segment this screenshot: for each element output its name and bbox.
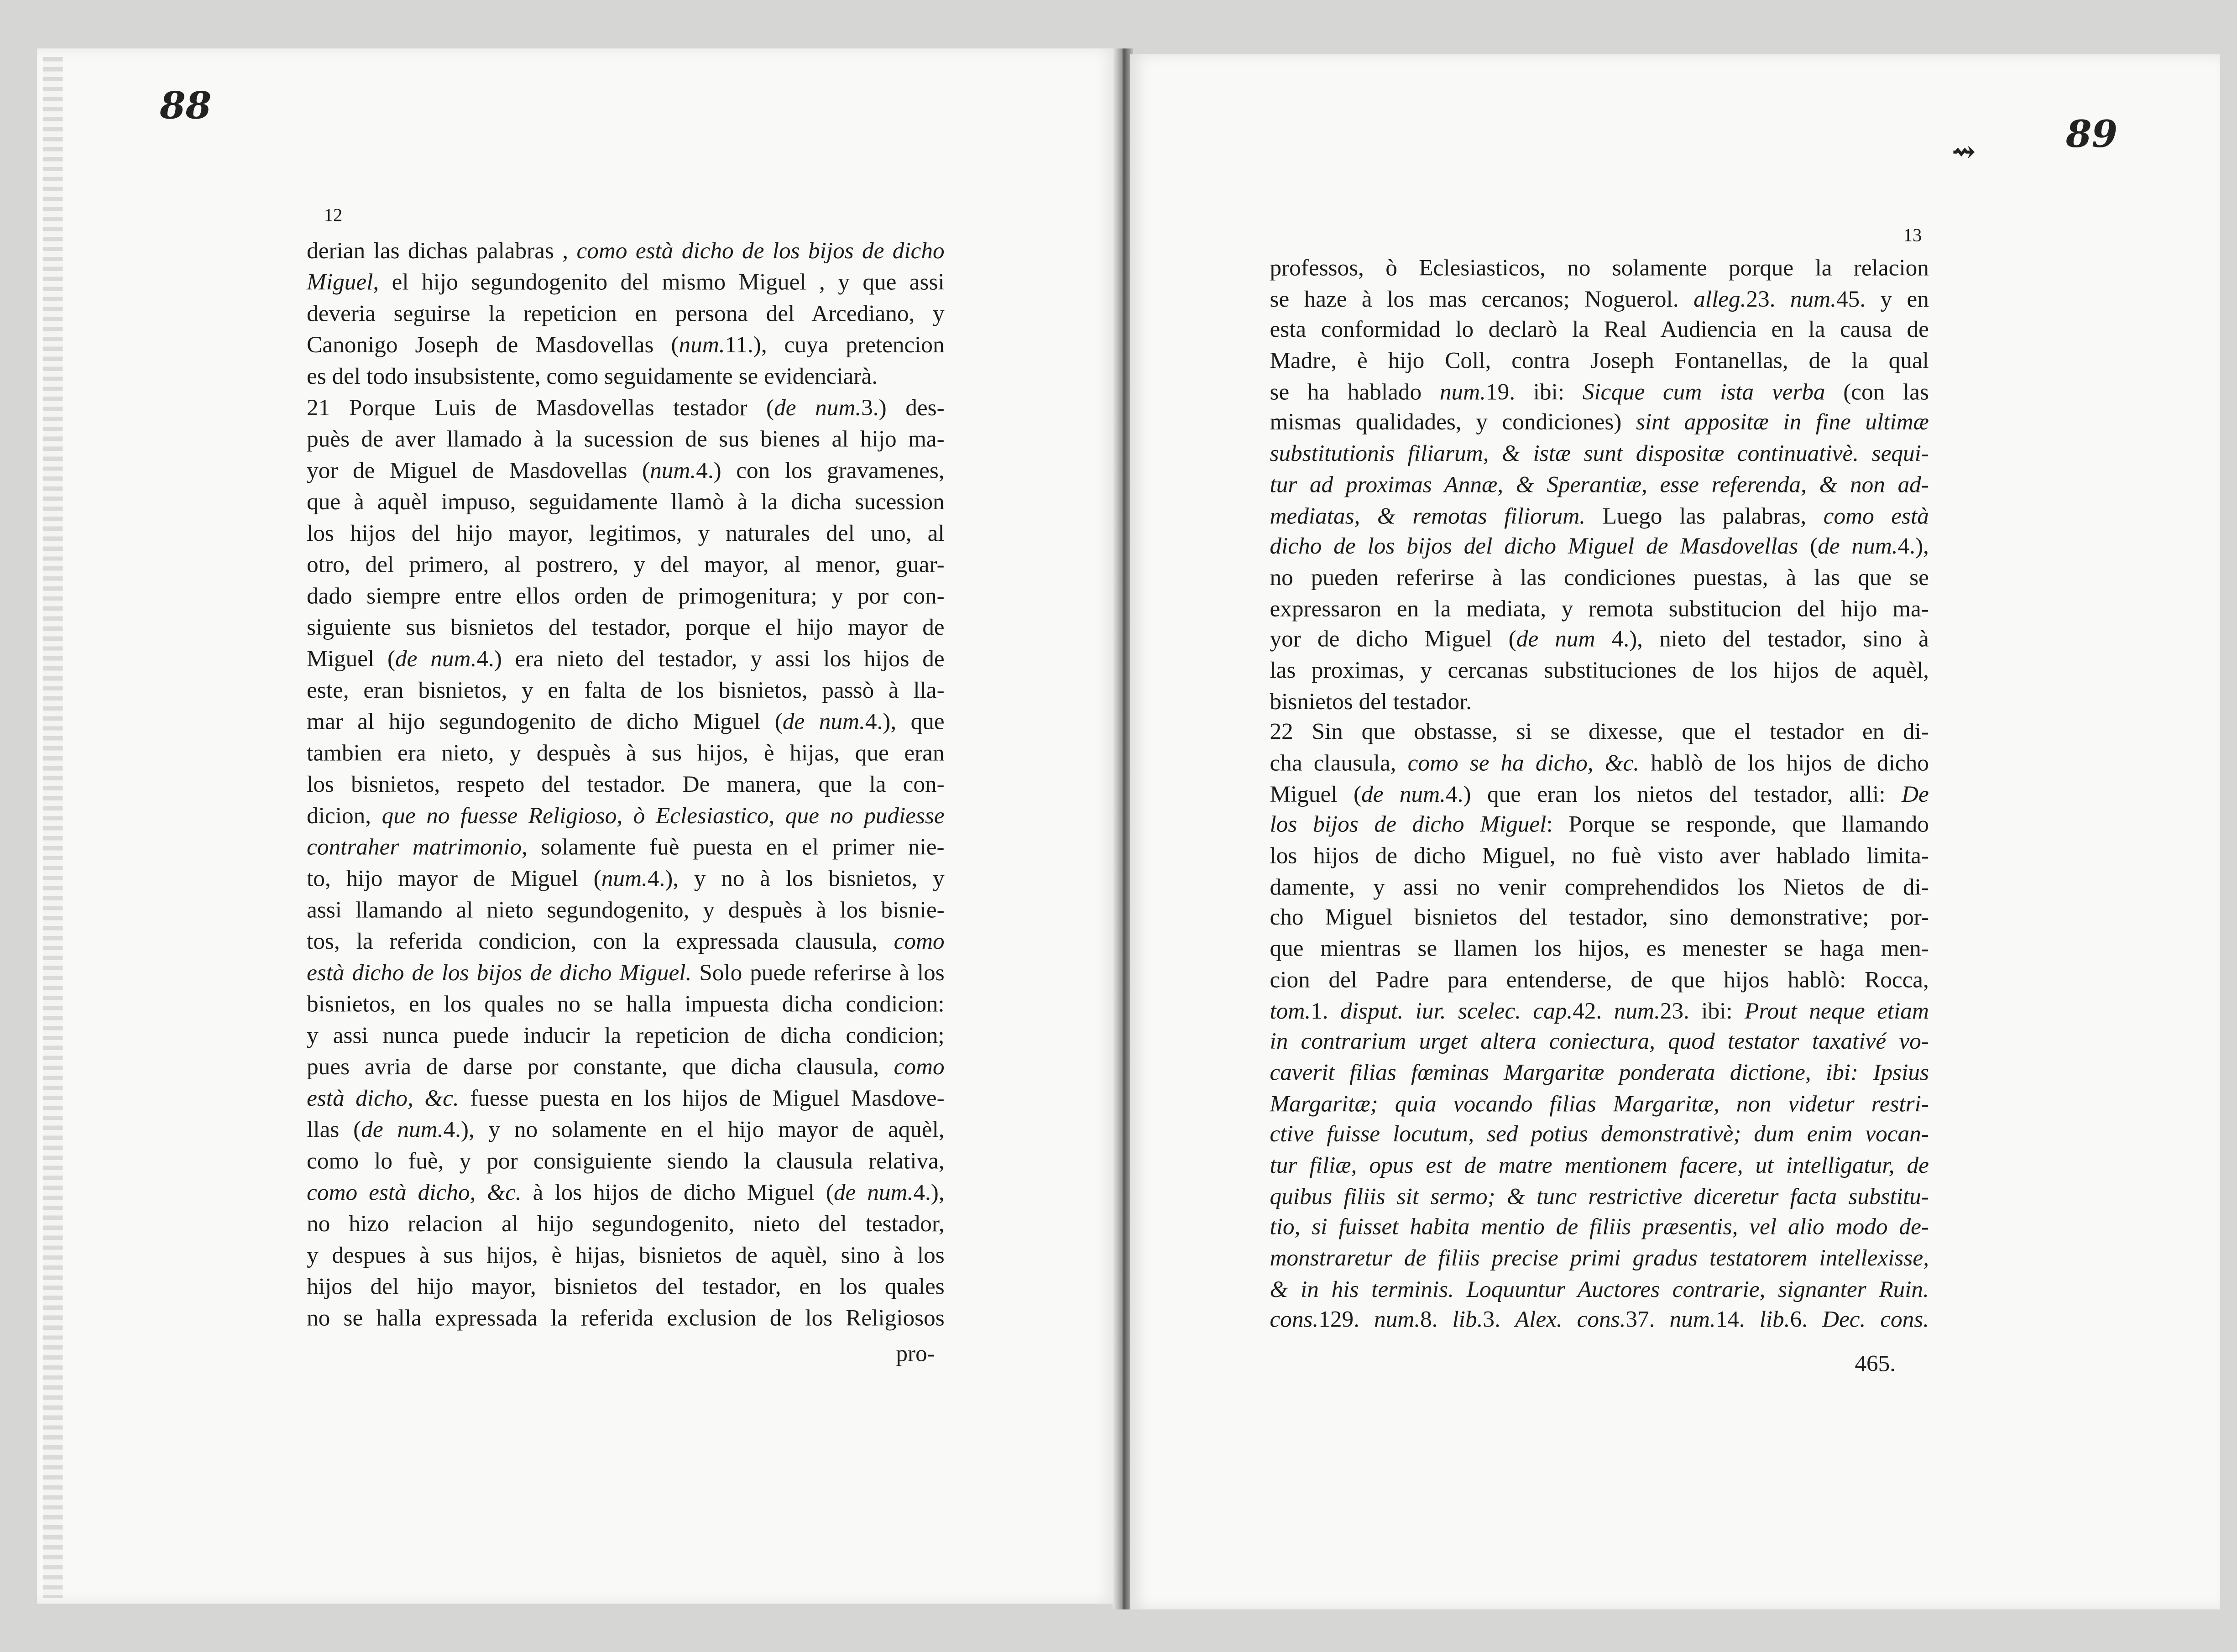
text-segment: cho Miguel bisnietos del testador, sino demonstrative; por- <box>1270 904 1929 931</box>
text-line <box>307 298 945 329</box>
page-edge-shadow <box>43 57 63 1598</box>
text-line <box>307 675 945 706</box>
text-segment: Luego las palabras, <box>1585 501 1824 529</box>
italic-text-segment: como està <box>1823 501 1929 529</box>
italic-text-segment: Sicque cum ista verba <box>1582 377 1825 405</box>
text-segment: to, hijo mayor de Miguel ( <box>307 864 601 892</box>
text-segment: otro, del primero, al postrero, y del mayor, al menor, guar- <box>307 550 945 578</box>
text-segment: damente, y assi no venir comprehendidos los Nietos de di- <box>1270 873 1929 900</box>
text-line <box>1270 716 1929 748</box>
text-line <box>1270 995 1929 1026</box>
text-line <box>307 737 945 769</box>
text-segment: 129. <box>1318 1306 1374 1333</box>
text-line <box>1270 871 1929 902</box>
text-segment: 4.) con los gravamenes, <box>696 456 945 484</box>
italic-text-segment: como <box>894 1053 945 1080</box>
text-line <box>1270 1150 1929 1181</box>
catchword-right: 465. <box>1855 1349 1896 1377</box>
text-segment: ( <box>1798 532 1818 560</box>
text-segment: deveria seguirse la repeticion en persona del Arcediano, y <box>307 299 945 327</box>
text-segment: assi llamando al nieto segundogenito, y despuès à los bisnie- <box>307 896 945 923</box>
text-segment: bisnietos del testador. <box>1270 687 1472 715</box>
text-line <box>307 392 945 424</box>
page-number-left: 12 <box>324 204 343 225</box>
text-segment: , solamente fuè puesta en el primer nie- <box>522 833 945 861</box>
text-segment: no se halla expressada la referida exclusion de los Religiosos <box>307 1304 945 1331</box>
text-segment: se haze à los mas cercanos; Noguerol. <box>1270 285 1694 312</box>
text-segment: 4.) era nieto del testador, y assi los hijos de <box>476 645 945 672</box>
text-line <box>1270 841 1929 872</box>
handwritten-mark: ⇝ <box>1951 134 1976 168</box>
text-line <box>1270 779 1929 810</box>
text-segment: 6. <box>1790 1306 1822 1333</box>
text-segment: 4.), que <box>865 707 945 735</box>
italic-text-segment: tio, si fuisset habita mentio de filiis præsentis, vel alio modo de- <box>1270 1213 1929 1240</box>
text-line <box>307 1208 945 1240</box>
text-segment: mar al hijo segundogenito de dicho Miguel ( <box>307 707 783 735</box>
text-line <box>307 612 945 643</box>
text-line <box>1270 1119 1929 1150</box>
text-segment: este, eran bisnietos, y en falta de los bisnietos, passò à lla- <box>307 676 945 704</box>
italic-text-segment: num. <box>601 864 648 892</box>
text-line <box>1270 531 1929 562</box>
italic-text-segment: que no fuesse Religioso, ò Eclesiastico, que no pudiesse <box>382 802 945 829</box>
italic-text-segment: tom. <box>1270 996 1311 1024</box>
text-segment: Madre, è hijo Coll, contra Joseph Fontanellas, de la qual <box>1270 346 1929 374</box>
italic-text-segment: de num. <box>1818 532 1898 560</box>
text-line <box>1270 1212 1929 1243</box>
text-line <box>307 235 945 267</box>
text-segment: mismas qualidades, y condiciones) <box>1270 408 1636 436</box>
italic-text-segment: tur ad proximas Annæ, & Sperantiæ, esse referenda, & non ad- <box>1270 471 1929 498</box>
text-line <box>307 800 945 832</box>
text-line <box>1270 1088 1929 1119</box>
italic-text-segment: quibus filiis sit sermo; & tunc restrictive diceretur facta substitu- <box>1270 1182 1929 1210</box>
text-line <box>307 643 945 675</box>
text-segment: se ha hablado <box>1270 377 1440 405</box>
text-line <box>307 518 945 549</box>
italic-text-segment: de num. <box>774 393 862 421</box>
text-segment: 4.), y no à los bisnietos, y <box>647 864 945 892</box>
text-segment: 11.), cuya pretencion <box>725 331 945 358</box>
text-line <box>1270 252 1929 283</box>
text-segment: siguiente sus bisnietos del testador, porque el hijo mayor de <box>307 613 945 641</box>
text-line <box>307 424 945 455</box>
italic-text-segment: tur filiæ, opus est de matre mentionem facere, ut intelligatur, de <box>1270 1151 1929 1179</box>
text-line <box>1270 469 1929 500</box>
text-line <box>307 1114 945 1146</box>
italic-text-segment: num. <box>1439 377 1486 405</box>
text-line <box>307 1051 945 1083</box>
italic-text-segment: dicho de los bijos del dicho Miguel de Masdovellas <box>1270 532 1798 560</box>
text-segment: 23. ibi: <box>1660 996 1745 1024</box>
text-segment: professos, ò Eclesiasticos, no solamente porque la relacion <box>1270 254 1929 281</box>
text-segment: dicion, <box>307 802 382 829</box>
text-line <box>307 1240 945 1271</box>
text-segment: tos, la referida condicion, con la expressada clausula, <box>307 927 894 955</box>
text-segment: 22 Sin que obstasse, si se dixesse, que el testador en di- <box>1270 718 1929 745</box>
text-segment: las proximas, y cercanas substituciones de los hijos de aquèl, <box>1270 656 1929 684</box>
text-segment: los hijos de dicho Miguel, no fuè visto aver hablado limita- <box>1270 842 1929 869</box>
text-segment: 45. y en <box>1836 285 1929 312</box>
italic-text-segment: monstraretur de filiis precise primi gradus testatorem intellexisse, <box>1270 1244 1929 1271</box>
text-line <box>1270 593 1929 624</box>
text-line <box>307 1177 945 1208</box>
page-number-right: 13 <box>1903 224 1922 246</box>
text-segment: es del todo insubsistente, como seguidamente se evidenciarà. <box>307 362 878 390</box>
text-segment: 8. <box>1420 1306 1453 1333</box>
text-line <box>1270 438 1929 469</box>
italic-text-segment: como se ha dicho, &c. <box>1407 749 1640 776</box>
text-segment: 1. <box>1311 996 1341 1024</box>
text-segment: 21 Porque Luis de Masdovellas testador ( <box>307 393 774 421</box>
text-line <box>307 486 945 518</box>
italic-text-segment: contraher matrimonio <box>307 833 522 861</box>
right-text-block <box>1270 252 1929 1335</box>
italic-text-segment: de num. <box>361 1115 444 1143</box>
text-segment: 37. <box>1625 1306 1670 1333</box>
text-line <box>1270 376 1929 408</box>
text-line <box>307 267 945 298</box>
text-line <box>307 989 945 1020</box>
text-line <box>307 580 945 612</box>
italic-text-segment: mediatas, & remotas filiorum. <box>1270 501 1586 529</box>
text-segment: no pueden referirse à las condiciones puestas, à las que se <box>1270 563 1929 591</box>
text-segment: cion del Padre para entenderse, de que hijos hablò: Rocca, <box>1270 965 1929 993</box>
handwritten-folio-left: 88 <box>160 85 212 129</box>
text-line <box>307 1020 945 1051</box>
text-line <box>1270 283 1929 314</box>
text-line <box>307 706 945 738</box>
text-segment: derian las dichas palabras , <box>307 236 577 264</box>
text-segment: que à aquèl impuso, seguidamente llamò à la dicha sucession <box>307 488 945 515</box>
italic-text-segment: como <box>894 927 945 955</box>
catchword-left: pro- <box>896 1339 935 1367</box>
text-segment: 3. <box>1483 1306 1515 1333</box>
italic-text-segment: substitutionis filiarum, & istæ sunt dispositæ continuativè. sequi- <box>1270 439 1929 467</box>
italic-text-segment: num. <box>1669 1306 1716 1333</box>
text-line <box>1270 1057 1929 1088</box>
text-segment: 4.), y no solamente en el hijo mayor de aquèl, <box>443 1115 945 1143</box>
italic-text-segment: sint appositæ in fine ultimæ <box>1636 408 1929 436</box>
text-line <box>1270 1274 1929 1305</box>
text-segment: 23. <box>1746 285 1790 312</box>
text-line <box>1270 1026 1929 1057</box>
text-segment: 4.), <box>1897 532 1929 560</box>
italic-text-segment: està dicho, &c. <box>307 1084 459 1112</box>
left-text-block <box>307 235 945 1334</box>
text-segment: 19. ibi: <box>1485 377 1583 405</box>
text-segment: 4.) que eran los nietos del testador, alli: <box>1446 780 1902 807</box>
italic-text-segment: num. <box>650 456 696 484</box>
text-line <box>307 769 945 800</box>
text-line <box>1270 624 1929 655</box>
text-segment: expressaron en la mediata, y remota substitucion del hijo ma- <box>1270 594 1929 622</box>
italic-text-segment: de num <box>1516 625 1595 653</box>
text-line <box>307 957 945 989</box>
text-line <box>307 863 945 894</box>
text-segment: (con las <box>1825 377 1929 405</box>
italic-text-segment: lib. <box>1452 1306 1483 1333</box>
handwritten-folio-right: 89 <box>2066 114 2118 157</box>
text-segment: hijos del hijo mayor, bisnietos del testador, en los quales <box>307 1272 945 1300</box>
text-segment: Miguel ( <box>1270 780 1362 807</box>
text-segment: esta conformidad lo declarò la Real Audiencia en la causa de <box>1270 316 1929 343</box>
italic-text-segment: Prout neque etiam <box>1745 996 1929 1024</box>
text-segment: como lo fuè, y por consiguiente siendo la clausula relativa, <box>307 1147 945 1175</box>
italic-text-segment: de num. <box>395 645 477 672</box>
text-segment: Miguel ( <box>307 645 396 672</box>
italic-text-segment: los bijos de dicho Miguel <box>1270 810 1547 838</box>
italic-text-segment: de num. <box>782 707 865 735</box>
text-segment: tambien era nieto, y despuès à sus hijos, è hijas, que eran <box>307 739 945 766</box>
text-line <box>307 361 945 392</box>
italic-text-segment: disput. iur. scelec. cap. <box>1340 996 1573 1024</box>
text-segment: 4.), nieto del testador, sino à <box>1595 625 1929 653</box>
italic-text-segment: Miguel <box>307 268 373 296</box>
italic-text-segment: & in his terminis. Loquuntur Auctores contrarie, signanter Ruin. <box>1270 1275 1929 1302</box>
text-line <box>1270 655 1929 686</box>
text-line <box>1270 933 1929 964</box>
text-segment: puès de aver llamado à la sucession de sus bienes al hijo ma- <box>307 425 945 453</box>
text-segment: dado siempre entre ellos orden de primogenitura; y por con- <box>307 582 945 609</box>
text-segment: 14. <box>1715 1306 1760 1333</box>
text-line <box>307 894 945 926</box>
italic-text-segment: de num. <box>833 1178 914 1206</box>
text-segment: à los hijos de dicho Miguel ( <box>521 1178 834 1206</box>
text-line <box>1270 748 1929 779</box>
italic-text-segment: està dicho de los bijos de dicho Miguel. <box>307 958 692 986</box>
text-line <box>1270 1305 1929 1336</box>
italic-text-segment: Alex. cons. <box>1515 1306 1626 1333</box>
text-segment: los bisnietos, respeto del testador. De manera, que la con- <box>307 770 945 798</box>
italic-text-segment: como està dicho, &c. <box>307 1178 522 1206</box>
text-line <box>307 1271 945 1303</box>
text-line <box>1270 1181 1929 1212</box>
text-line <box>1270 902 1929 933</box>
text-segment: , el hijo segundogenito del mismo Miguel , y que assi <box>373 268 945 296</box>
italic-text-segment: num. <box>1614 996 1660 1024</box>
text-line <box>1270 964 1929 995</box>
text-line <box>1270 686 1929 717</box>
text-line <box>1270 1243 1929 1274</box>
italic-text-segment: como està dicho de los bijos de dicho <box>576 236 945 264</box>
text-line <box>1270 345 1929 376</box>
text-segment: llas ( <box>307 1115 361 1143</box>
text-segment: 4.), <box>913 1178 945 1206</box>
text-line <box>1270 314 1929 345</box>
italic-text-segment: lib. <box>1759 1306 1790 1333</box>
text-segment: cha clausula, <box>1270 749 1408 776</box>
italic-text-segment: de num. <box>1361 780 1446 807</box>
italic-text-segment: num. <box>1374 1306 1421 1333</box>
text-line <box>1270 500 1929 531</box>
text-segment: hablò de los hijos de dicho <box>1639 749 1929 776</box>
italic-text-segment: cons. <box>1270 1306 1319 1333</box>
italic-text-segment: in contrarium urget altera coniectura, quod testator taxativé vo- <box>1270 1027 1929 1055</box>
text-segment: : Porque se responde, que llamando <box>1546 810 1929 838</box>
text-segment: que mientras se llamen los hijos, es menester se haga men- <box>1270 935 1929 962</box>
text-line <box>1270 407 1929 438</box>
text-segment: pues avria de darse por constante, que dicha clausula, <box>307 1053 894 1080</box>
italic-text-segment: De <box>1902 780 1929 807</box>
text-line <box>307 1302 945 1334</box>
text-segment: yor de dicho Miguel ( <box>1270 625 1516 653</box>
italic-text-segment: Dec. cons. <box>1822 1306 1929 1333</box>
text-segment: los hijos del hijo mayor, legitimos, y naturales del uno, al <box>307 519 945 547</box>
text-segment: y assi nunca puede inducir la repeticion de dicha condicion; <box>307 1021 945 1049</box>
text-line <box>307 549 945 581</box>
text-segment: 3.) des- <box>861 393 945 421</box>
italic-text-segment: num. <box>1790 285 1836 312</box>
italic-text-segment: num. <box>679 331 725 358</box>
text-segment: y despues à sus hijos, è hijas, bisnietos de aquèl, sino à los <box>307 1241 945 1269</box>
text-segment: 42. <box>1573 996 1614 1024</box>
text-segment: Solo puede referirse à los <box>691 958 945 986</box>
text-segment: yor de Miguel de Masdovellas ( <box>307 456 650 484</box>
text-segment: bisnietos, en los quales no se halla impuesta dicha condicion: <box>307 990 945 1018</box>
text-segment: no hizo relacion al hijo segundogenito, nieto del testador, <box>307 1210 945 1237</box>
text-line <box>307 455 945 486</box>
text-segment: fuesse puesta en los hijos de Miguel Masdove- <box>459 1084 945 1112</box>
text-line <box>307 1145 945 1177</box>
text-line <box>307 1083 945 1114</box>
italic-text-segment: alleg. <box>1693 285 1746 312</box>
text-line <box>1270 562 1929 593</box>
italic-text-segment: ctive fuisse locutum, sed potius demonstrativè; dum enim vocan- <box>1270 1120 1929 1148</box>
italic-text-segment: Margaritæ; quia vocando filias Margaritæ, non videtur restri- <box>1270 1089 1929 1117</box>
text-segment: Canonigo Joseph de Masdovellas ( <box>307 331 679 358</box>
italic-text-segment: caverit filias fœminas Margaritæ ponderata dictione, ibi: Ipsius <box>1270 1058 1929 1086</box>
text-line <box>307 329 945 361</box>
text-line <box>307 926 945 957</box>
text-line <box>1270 810 1929 841</box>
text-line <box>307 832 945 863</box>
